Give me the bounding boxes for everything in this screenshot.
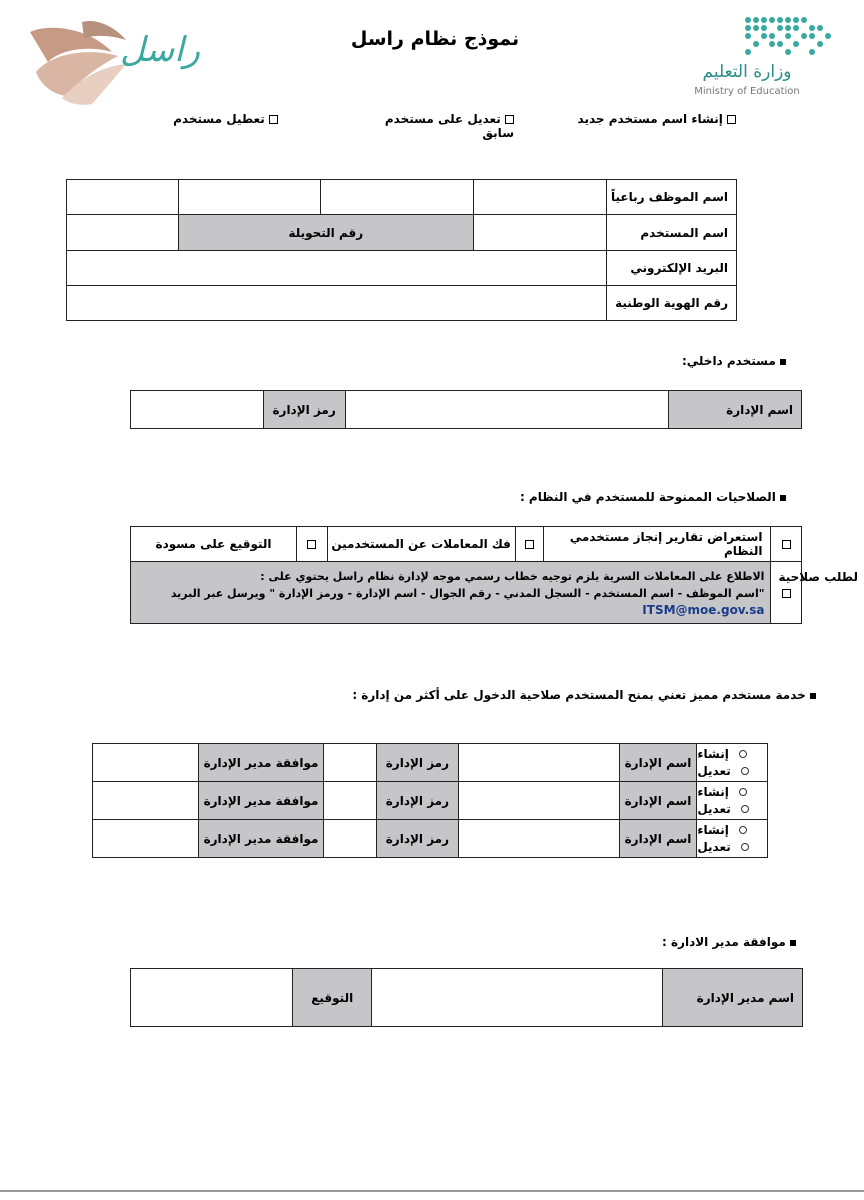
checkbox-icon[interactable] xyxy=(727,115,736,124)
premium-heading-text: خدمة مستخدم مميز تعني بمنح المستخدم صلاحية الدخول على أكثر من إدارة : xyxy=(352,688,806,702)
premium-dept-code-label: رمز الإدارة xyxy=(376,782,459,820)
premium-dept-code-label: رمز الإدارة xyxy=(376,820,459,858)
bullet-icon xyxy=(780,495,786,501)
bullet-icon xyxy=(790,940,796,946)
premium-row xyxy=(93,820,768,858)
premium-create-option[interactable] xyxy=(697,746,767,763)
radio-circle-icon[interactable] xyxy=(741,805,749,813)
permissions-table xyxy=(130,526,802,624)
premium-dept-name-label: اسم الإدارة xyxy=(619,820,697,858)
permission-reports-label: استعراض تقارير إنجاز مستخدمي النظام xyxy=(544,527,771,562)
checkbox-icon[interactable] xyxy=(782,589,791,598)
extension-label: رقم التحويلة xyxy=(178,215,473,251)
premium-dept-name-field[interactable] xyxy=(459,744,619,782)
employee-name-part-4[interactable] xyxy=(67,180,179,215)
national-id-label: رقم الهوية الوطنية xyxy=(607,286,737,321)
ministry-dots-icon xyxy=(742,14,862,56)
radio-circle-icon[interactable] xyxy=(739,750,747,758)
premium-action-options xyxy=(697,744,768,782)
manager-signature-label: التوقيع xyxy=(293,969,371,1027)
request-type-disable-label: تعطيل مستخدم xyxy=(173,112,265,126)
internal-dept-code-field[interactable] xyxy=(131,391,264,429)
radio-circle-icon[interactable] xyxy=(739,826,747,834)
username-label: اسم المستخدم xyxy=(607,215,737,251)
premium-dept-name-field[interactable] xyxy=(459,782,619,820)
premium-approval-field[interactable] xyxy=(93,744,199,782)
permission-sign-draft-label: التوقيع على مسودة xyxy=(131,527,297,562)
premium-edit-option[interactable] xyxy=(697,801,767,818)
checkbox-icon[interactable] xyxy=(525,540,534,549)
premium-row xyxy=(93,744,768,782)
premium-edit-option[interactable] xyxy=(697,763,767,780)
radio-circle-icon[interactable] xyxy=(741,767,749,775)
bullet-icon xyxy=(780,359,786,365)
internal-user-table xyxy=(130,390,802,429)
premium-edit-label: تعديل xyxy=(697,764,731,778)
premium-approval-label: موافقة مدير الإدارة xyxy=(198,782,323,820)
email-field[interactable] xyxy=(67,251,607,286)
permission-unlock-label: فك المعاملات عن المستخدمين xyxy=(327,527,515,562)
permission-reports-checkbox[interactable] xyxy=(771,527,802,562)
support-email-link[interactable]: ITSM@moe.gov.sa xyxy=(642,603,765,617)
premium-edit-option[interactable] xyxy=(697,839,767,856)
internal-dept-code-label: رمز الإدارة xyxy=(263,391,345,429)
ministry-name-ar: وزارة التعليم xyxy=(702,62,792,82)
premium-approval-label: موافقة مدير الإدارة xyxy=(198,744,323,782)
request-type-disable[interactable] xyxy=(170,112,278,126)
manager-table xyxy=(130,968,803,1027)
manager-signature-field[interactable] xyxy=(131,969,293,1027)
manager-heading-text: موافقة مدير الادارة : xyxy=(661,935,786,949)
employee-name-part-3[interactable] xyxy=(178,180,321,215)
permission-note-side-label: لطلب صلاحية xyxy=(778,570,858,584)
national-id-field[interactable] xyxy=(67,286,607,321)
email-label: البريد الإلكتروني xyxy=(607,251,737,286)
premium-dept-code-field[interactable] xyxy=(324,744,376,782)
premium-approval-label: موافقة مدير الإدارة xyxy=(198,820,323,858)
employee-name-part-1[interactable] xyxy=(473,180,606,215)
checkbox-icon[interactable] xyxy=(505,115,514,124)
premium-action-options xyxy=(697,782,768,820)
page-bottom-rule xyxy=(0,1190,864,1192)
premium-create-option[interactable] xyxy=(697,822,767,839)
premium-approval-field[interactable] xyxy=(93,820,199,858)
username-field[interactable] xyxy=(473,215,606,251)
ministry-logo xyxy=(684,10,834,102)
checkbox-icon[interactable] xyxy=(782,540,791,549)
premium-dept-name-label: اسم الإدارة xyxy=(619,744,697,782)
premium-create-label: إنشاء xyxy=(697,785,729,799)
internal-user-heading-text: مستخدم داخلي: xyxy=(681,354,776,368)
page-title: نموذج نظام راسل xyxy=(350,28,520,50)
permission-secret-note xyxy=(131,562,771,624)
bullet-icon xyxy=(810,693,816,699)
premium-dept-code-field[interactable] xyxy=(324,782,376,820)
manager-name-label: اسم مدير الإدارة xyxy=(663,969,803,1027)
premium-dept-code-label: رمز الإدارة xyxy=(376,744,459,782)
request-type-edit[interactable] xyxy=(350,112,514,140)
internal-user-heading xyxy=(560,354,786,368)
internal-dept-name-field[interactable] xyxy=(345,391,668,429)
permissions-heading xyxy=(440,490,786,504)
ministry-name-en: Ministry of Education xyxy=(694,86,800,97)
premium-table xyxy=(92,743,768,858)
permission-note-line-2-text: "اسم الموظف - اسم المستخدم - السجل المدني - رقم الجوال - اسم الإدارة - ورمز الإدارة " ويرسل عبر البريد xyxy=(170,587,765,600)
premium-create-label: إنشاء xyxy=(697,747,729,761)
permission-note-line-1: الاطلاع على المعاملات السرية يلزم توجيه خطاب رسمي موجه لإدارة نظام راسل يحتوي على : xyxy=(260,570,765,583)
checkbox-icon[interactable] xyxy=(269,115,278,124)
manager-name-field[interactable] xyxy=(371,969,662,1027)
premium-approval-field[interactable] xyxy=(93,782,199,820)
manager-heading xyxy=(600,935,796,949)
request-type-new[interactable] xyxy=(560,112,736,126)
rasel-logo xyxy=(22,12,212,108)
premium-create-label: إنشاء xyxy=(697,823,729,837)
premium-create-option[interactable] xyxy=(697,784,767,801)
permission-sign-draft-checkbox[interactable] xyxy=(297,527,328,562)
employee-name-part-2[interactable] xyxy=(321,180,473,215)
premium-edit-label: تعديل xyxy=(697,802,731,816)
radio-circle-icon[interactable] xyxy=(741,843,749,851)
internal-dept-name-label: اسم الإدارة xyxy=(668,391,801,429)
premium-row xyxy=(93,782,768,820)
extension-field[interactable] xyxy=(67,215,179,251)
premium-heading xyxy=(340,688,816,702)
employee-table xyxy=(66,179,737,321)
premium-edit-label: تعديل xyxy=(697,840,731,854)
premium-action-options xyxy=(697,820,768,858)
premium-dept-name-field[interactable] xyxy=(459,820,619,858)
permission-note-line-2 xyxy=(137,585,764,619)
premium-dept-name-label: اسم الإدارة xyxy=(619,782,697,820)
checkbox-icon[interactable] xyxy=(307,540,316,549)
request-type-new-label: إنشاء اسم مستخدم جديد xyxy=(577,112,723,126)
radio-circle-icon[interactable] xyxy=(739,788,747,796)
request-type-edit-label: تعديل على مستخدم سابق xyxy=(384,112,514,140)
premium-dept-code-field[interactable] xyxy=(324,820,376,858)
employee-name-label: اسم الموظف رباعياً xyxy=(607,180,737,215)
permission-unlock-checkbox[interactable] xyxy=(515,527,544,562)
rasel-logo-text: راسل xyxy=(120,30,201,70)
permissions-heading-text: الصلاحيات الممنوحة للمستخدم في النظام : xyxy=(519,490,776,504)
